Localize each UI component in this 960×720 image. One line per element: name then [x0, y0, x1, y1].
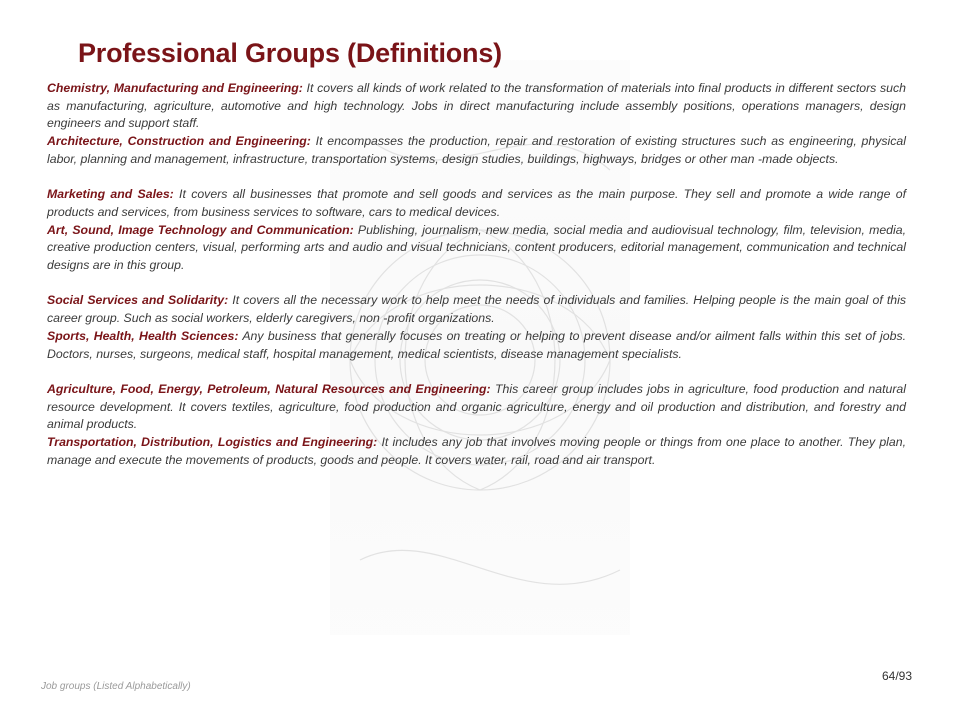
definition-item [47, 381, 906, 434]
definition-text: It covers all kinds of work related to the transformation of materials into final products in different sectors such as manufacturing, agriculture, automotive and high technology. Jobs in direct manufacturing include assembly positions, operations managers, design engineers and support staff. [47, 81, 906, 131]
definition-term: Marketing and Sales: [47, 187, 174, 202]
definition-term: Agriculture, Food, Energy, Petroleum, Natural Resources and Engineering: [47, 381, 491, 396]
definition-item [47, 133, 906, 168]
definition-term: Sports, Health, Health Sciences: [47, 328, 239, 343]
definition-text: Any business that generally focuses on treating or helping to prevent disease and/or ailment falls within this set of jobs. Doctors, nurses, surgeons, medical staff, hospital management, medical scientists, disease management specialists. [47, 328, 907, 361]
definition-item [47, 80, 906, 133]
definition-text: It covers all businesses that promote and sell goods and services as the main purpose. They sell and promote a wide range of products and services, from business services to software, cars to medical devices. [47, 187, 906, 219]
definition-text: It covers all the necessary work to help meet the needs of individuals and families. Helping people is the main goal of this career group. Such as social workers, elderly caregivers, non -profit organizations. [47, 293, 906, 326]
definition-term: Architecture, Construction and Engineering: [47, 134, 311, 149]
definition-term: Social Services and Solidarity: [47, 293, 229, 308]
definition-term: Transportation, Distribution, Logistics and Engineering: [47, 435, 378, 450]
definition-term: Chemistry, Manufacturing and Engineering: [47, 81, 303, 95]
page-number: 64/93 [881, 669, 912, 683]
definition-term: Art, Sound, Image Technology and Communication: [47, 222, 354, 237]
definition-text: It includes any job that involves moving people or things from one place to another. They plan, manage and execute the movements of products, goods and people. It covers water, rail, road and air transport. [47, 435, 906, 467]
definition-item [47, 292, 906, 327]
page-title: Professional Groups (Definitions) [78, 38, 502, 68]
definition-text: Publishing, journalism, new media, social media and audiovisual technology, film, television, media, creative production centers, visual, performing arts and audio and visual technicians, content producers, editorial management, communication and technical designs are in this group. [47, 222, 906, 273]
footer-note: Job groups (Listed Alphabetically) [41, 681, 191, 692]
definition-item [47, 186, 906, 221]
definition-text: It encompasses the production, repair and restoration of existing structures such as engineering, physical labor, planning and management, infrastructure, transportation systems, design studies, buildings, highways, bridges or other man -made objects. [47, 134, 906, 166]
definitions-list [47, 80, 906, 469]
definition-item [47, 222, 906, 275]
definition-item [47, 328, 906, 363]
definition-text: This career group includes jobs in agriculture, food production and natural resource development. It covers textiles, agriculture, food production and organic agriculture, energy and oil production and distribution, and forestry and animal products. [47, 381, 906, 432]
definition-item [47, 434, 906, 469]
